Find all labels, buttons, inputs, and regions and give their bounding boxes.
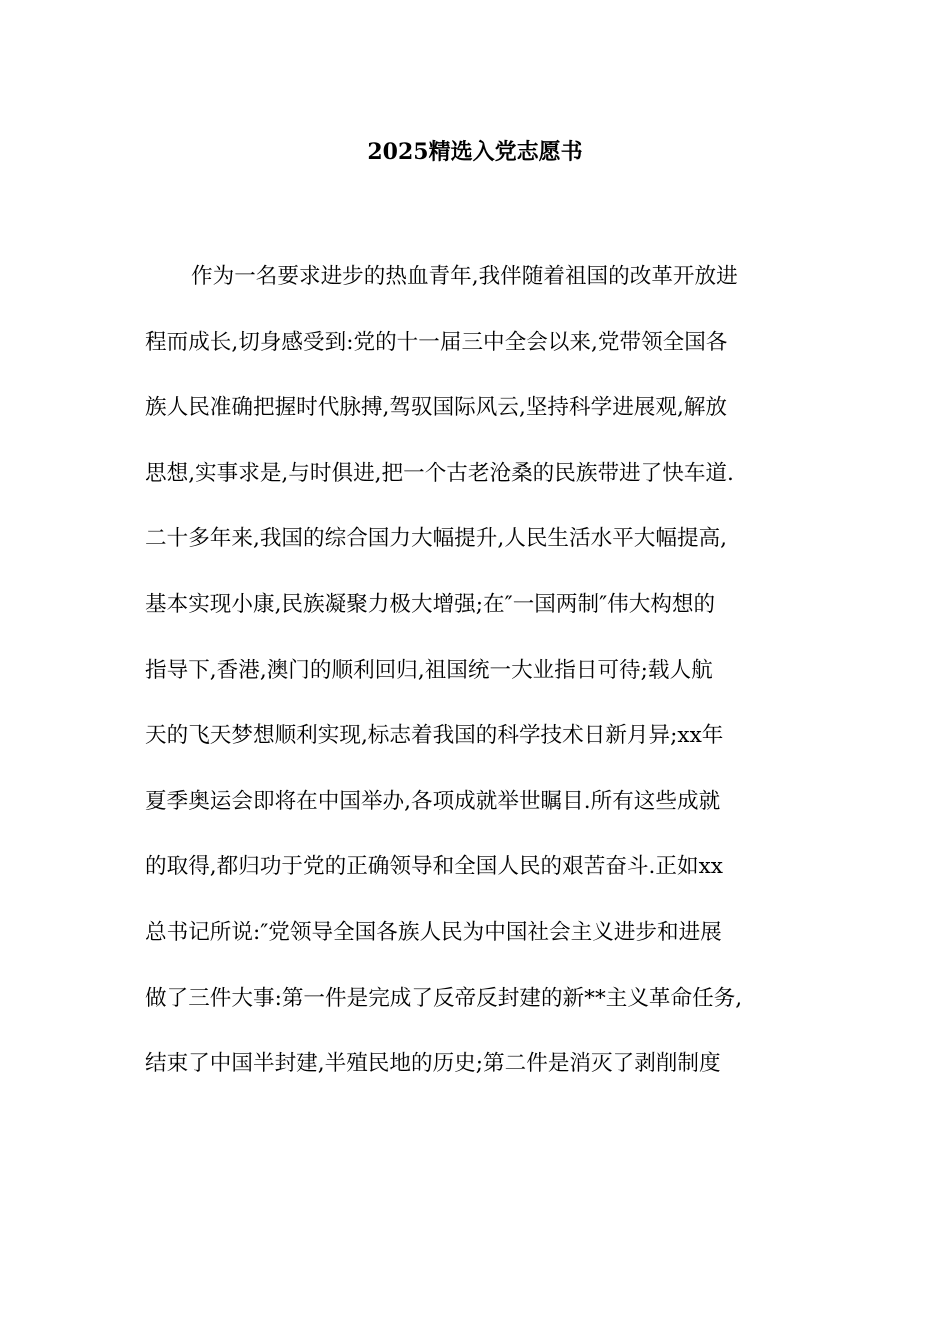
body-line: 基本实现小康,民族凝聚力极大增强;在″一国两制″伟大构想的 [145,591,716,617]
body-line: 总书记所说:″党领导全国各族人民为中国社会主义进步和进展 [145,919,722,945]
body-line: 的取得,都归功于党的正确领导和全国人民的艰苦奋斗.正如xx [145,854,723,880]
body-line: 作为一名要求进步的热血青年,我伴随着祖国的改革开放进 [191,264,738,289]
body-line: 二十多年来,我国的综合国力大幅提升,人民生活水平大幅提高, [145,526,728,552]
body-line: 天的飞天梦想顺利实现,标志着我国的科学技术日新月异;xx年 [145,723,724,749]
document-title: 2025精选入党志愿书 [367,139,583,165]
body-line: 族人民准确把握时代脉搏,驾驭国际风云,坚持科学进展观,解放 [145,395,728,421]
body-line: 思想,实事求是,与时俱进,把一个古老沧桑的民族带进了快车道. [145,460,734,486]
body-line: 夏季奥运会即将在中国举办,各项成就举世瞩目.所有这些成就 [145,788,721,814]
body-line: 做了三件大事:第一件是完成了反帝反封建的新**主义革命任务, [145,985,743,1011]
body-line: 指导下,香港,澳门的顺利回归,祖国统一大业指日可待;载人航 [145,657,713,683]
body-line: 结束了中国半封建,半殖民地的历史;第二件是消灭了剥削制度 [145,1051,721,1077]
document-body [145,260,810,1113]
body-line: 程而成长,切身感受到:党的十一届三中全会以来,党带领全国各 [145,329,728,355]
